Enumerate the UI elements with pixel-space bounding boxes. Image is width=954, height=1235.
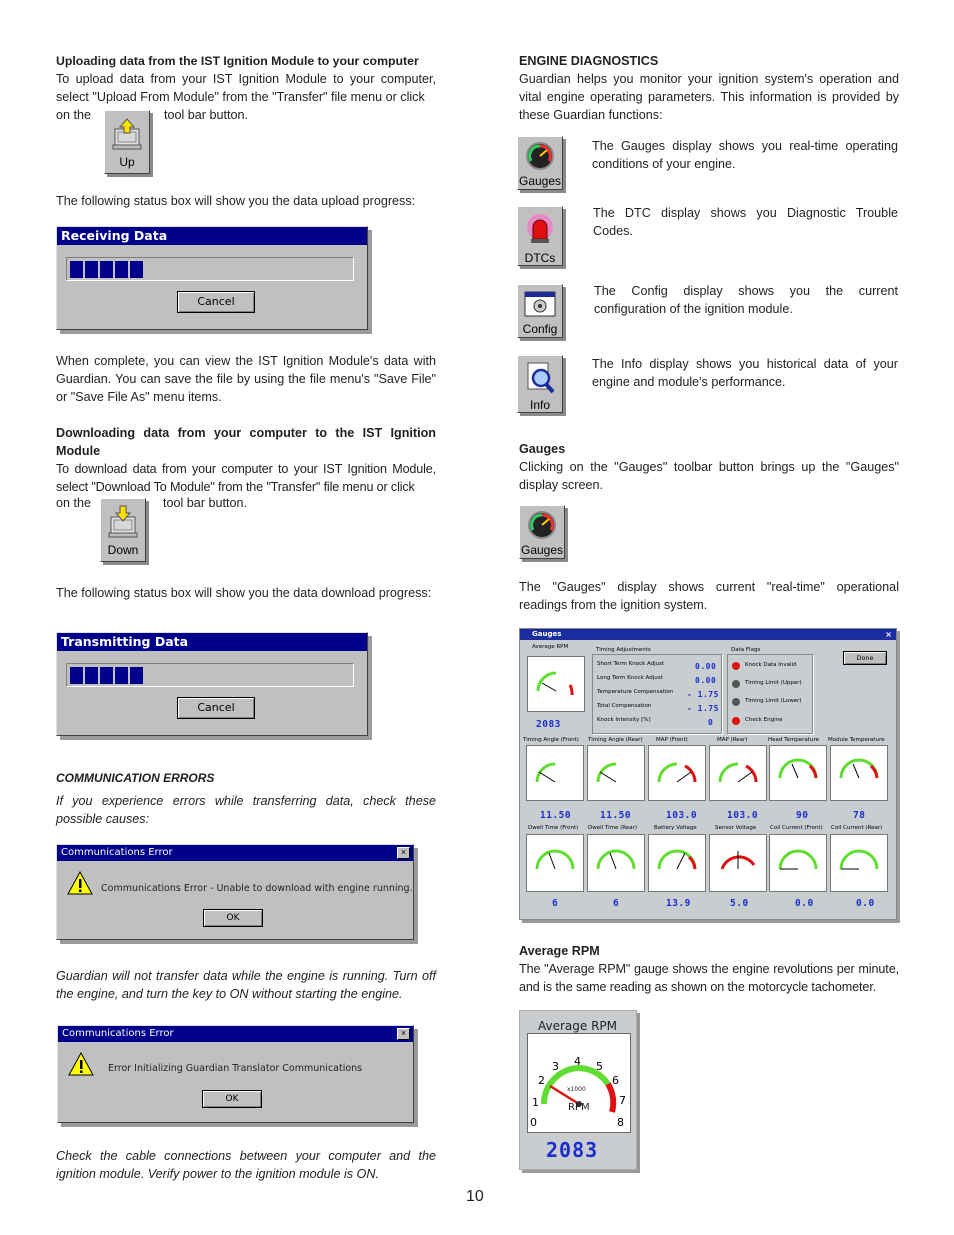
gauge-dial [648,745,706,801]
progress-block [70,261,83,278]
timing-label: Long Term Knock Adjust [597,675,663,681]
gauges-window [519,628,897,920]
gauge-value: 5.0 [730,898,749,909]
gauge-dial [769,745,827,801]
gauge-dial [830,745,888,801]
gauge-dial [526,834,584,892]
comm-errors-heading: COMMUNICATION ERRORS [56,771,215,785]
download-section [56,424,436,496]
gauges-display-paragraph: The "Gauges" display shows current "real-time" operational readings from the ignition system. [519,580,899,612]
dtc-toolbar-button[interactable] [517,206,563,266]
gauge-label: Sensor Voltage [715,825,757,831]
complete-paragraph: When complete, you can view the IST Ignition Module's data with Guardian. You can save the file by using the file menu's "Save File" or "Save File As" menu items. [56,354,436,404]
warning-light-icon [521,211,559,249]
comm-errors-paragraph: If you experience errors while transferring data, check these possible causes: [56,794,436,826]
flags-title: Data Flags [731,647,761,653]
close-icon[interactable]: × [885,630,892,639]
download-on-the: on the [56,496,92,510]
gauge-dial [709,745,767,801]
avg-mult: x1000 [567,1086,586,1093]
timing-label: Knock Intensity [%] [597,717,651,723]
timing-label: Temperature Compensation [597,689,674,695]
gauge-value: 78 [853,810,866,821]
warning-icon [68,1052,94,1081]
gauges-button-label: Gauges [520,543,564,557]
gauge-label: Head Temperature [768,737,819,743]
receiving-title: Receiving Data [57,227,367,245]
flag-indicator [732,680,740,688]
progress-block [115,261,128,278]
flag-indicator [732,717,740,725]
download-heading: Downloading data from your computer to the IST Ignition Module [56,426,436,458]
timing-title: Timing Adjustments [596,647,651,653]
svg-text:0: 0 [530,1116,537,1129]
gauge-dial [587,834,645,892]
err2-message: Error Initializing Guardian Translator Communications [108,1063,363,1074]
avg-panel-value: 2083 [546,1138,599,1162]
cancel-button[interactable]: Cancel [177,291,255,313]
flag-label: Timing Limit (Lower) [745,698,802,704]
close-icon[interactable]: × [397,847,410,859]
gauge-dial [830,834,888,892]
svg-text:4: 4 [574,1055,581,1068]
ok-button[interactable]: OK [203,909,263,927]
timing-value: - 1.75 [687,690,719,699]
avg-rpm-small-gauge [527,656,585,712]
avg-text: The "Average RPM" gauge shows the engine revolutions per minute, and is the same reading as shown on the motorcycle tachometer. [519,962,899,994]
down-toolbar-button[interactable] [100,498,146,562]
down-button-label: Down [107,543,139,557]
svg-text:7: 7 [619,1094,626,1107]
progress-block [115,667,128,684]
avg-heading: Average RPM [519,944,600,958]
timing-value: - 1.75 [687,704,719,713]
gauges-section [519,440,899,494]
info-toolbar-button[interactable] [517,355,563,413]
err1-note [56,967,436,1003]
cancel-button[interactable]: Cancel [177,697,255,719]
svg-text:8: 8 [617,1116,624,1129]
gauges-window-title-text: Gauges [532,630,562,638]
diag-text: Guardian helps you monitor your ignition system's operation and vital engine operating parameters. This information is provided by these Guardian functions: [519,72,899,122]
done-button[interactable]: Done [843,651,887,665]
status-intro-download [56,584,436,602]
flag-label: Knock Data Invalid [745,662,797,668]
transmitting-title: Transmitting Data [57,633,367,651]
gauges-toolbar-button-2[interactable] [519,505,565,559]
upload-on-the: on the [56,108,92,122]
page-number: 10 [466,1188,484,1205]
avg-rpm-small-label: Average RPM [532,644,569,650]
status-intro-upload: The following status box will show you the data upload progress: [56,194,416,208]
flag-indicator [732,698,740,706]
timing-value: 0 [708,718,714,727]
gauge-label: Timing Angle (Rear) [588,737,643,743]
info-desc: The Info display shows you historical data of your engine and module's performance. [592,357,898,389]
receiving-data-dialog [56,226,368,330]
svg-text:5: 5 [596,1060,603,1073]
gauge-dial [709,834,767,892]
gauge-dial [769,834,827,892]
warning-icon [67,871,93,900]
avg-rpm-large-panel [519,1010,637,1170]
download-computer-icon [104,503,142,541]
transmitting-data-dialog [56,632,368,736]
progress-block [100,261,113,278]
gauge-value: 11.50 [600,810,632,821]
gauge-dial [648,834,706,892]
config-desc: The Config display shows you the current configuration of the ignition module. [594,284,898,316]
download-progress-bar [66,663,354,687]
config-toolbar-button[interactable] [517,284,563,338]
gauges-text: Clicking on the "Gauges" toolbar button brings up the "Gauges" display screen. [519,460,899,492]
config-window-icon [521,288,559,320]
err1-note-text: Guardian will not transfer data while the engine is running. Turn off the engine, and turn the key to ON without starting the engine. [56,969,436,1001]
gauge-value: 90 [796,810,809,821]
gauge-label: Battery Voltage [654,825,697,831]
timing-value: 0.00 [695,662,717,671]
progress-block [85,667,98,684]
progress-block [100,667,113,684]
progress-block [70,667,83,684]
gauge-value: 11.50 [540,810,572,821]
svg-text:3: 3 [552,1060,559,1073]
comm-error-dialog-2 [57,1025,414,1123]
gauge-label: Coil Current (Front) [770,825,823,831]
err1-title: Communications Error [57,845,413,861]
timing-label: Short Term Knock Adjust [597,661,665,667]
upload-toolbar-text: tool bar button. [164,108,249,122]
gauge-label: MAP (Rear) [717,737,748,743]
gauge-value: 103.0 [666,810,698,821]
gauge-label: Module Temperature [828,737,885,743]
dtc-button-label: DTCs [524,251,556,265]
svg-text:1: 1 [532,1096,539,1109]
svg-text:6: 6 [612,1074,619,1087]
err2-note-text: Check the cable connections between your computer and the ignition module. Verify power to the ignition module is ON. [56,1149,436,1181]
gauge-label: Coil Current (Rear) [831,825,883,831]
comm-error-dialog-1 [56,844,414,940]
gauges-display-text [519,578,899,614]
gauges-heading: Gauges [519,442,566,456]
avg-rpm-section [519,942,899,996]
gauge-value: 0.0 [856,898,875,909]
err1-message: Communications Error - Unable to download with engine running. [101,883,413,894]
info-button-label: Info [529,398,550,412]
download-text: To download data from your computer to your IST Ignition Module, select "Download To Module" from the "Transfer" file menu or click [56,462,436,494]
progress-block [130,667,143,684]
download-toolbar-text: tool bar button. [163,496,248,510]
gauge-label: MAP (Front) [656,737,688,743]
progress-block [85,261,98,278]
timing-value: 0.00 [695,676,717,685]
gauge-icon [521,140,559,172]
err2-title: Communications Error [58,1026,413,1042]
gauge-label: Dwell Time (Front) [528,825,579,831]
gauge-label: Timing Angle (Front) [523,737,579,743]
gauge-value: 0.0 [795,898,814,909]
ok-button[interactable]: OK [202,1090,262,1108]
gauge-value: 6 [613,898,620,909]
gauge-icon [523,509,561,541]
gauge-value: 6 [552,898,559,909]
avg-panel-title: Average RPM [538,1019,618,1033]
status-intro-download-text: The following status box will show you the data download progress: [56,586,432,600]
upload-section [56,52,436,106]
svg-text:2: 2 [538,1074,545,1087]
gauges-button-label: Gauges [518,174,562,188]
close-icon[interactable]: × [397,1028,410,1040]
err2-note [56,1147,436,1183]
gauge-dial [587,745,645,801]
flag-label: Timing Limit (Upper) [745,680,802,686]
gauge-value: 13.9 [666,898,691,909]
up-button-label: Up [119,155,135,169]
timing-label: Total Compensation [597,703,652,709]
gauges-toolbar-button[interactable] [517,136,563,190]
dtc-desc: The DTC display shows you Diagnostic Trouble Codes. [593,206,898,238]
upload-computer-icon [108,115,146,153]
gauges-desc: The Gauges display shows you real-time operating conditions of your engine. [592,139,898,171]
diagnostics-section [519,52,899,124]
complete-text [56,352,436,406]
gauge-value: 103.0 [727,810,759,821]
up-toolbar-button[interactable] [104,110,150,174]
avg-rpm-small-value: 2083 [536,719,561,730]
flag-label: Check Engine [745,717,783,723]
progress-block [130,261,143,278]
flag-indicator [732,662,740,670]
magnifier-icon [521,360,559,396]
upload-heading: Uploading data from the IST Ignition Module to your computer [56,54,419,68]
gauge-dial [526,745,584,801]
diag-heading: ENGINE DIAGNOSTICS [519,54,659,68]
comm-errors-text [56,792,436,828]
gauges-window-title [520,629,896,640]
upload-progress-bar [66,257,354,281]
config-button-label: Config [522,322,558,336]
gauge-label: Dwell Time (Rear) [588,825,638,831]
upload-text: To upload data from your IST Ignition Module to your computer, select "Upload From Module" from the "Transfer" file menu or click [56,72,436,104]
avg-unit: RPM [568,1102,590,1113]
